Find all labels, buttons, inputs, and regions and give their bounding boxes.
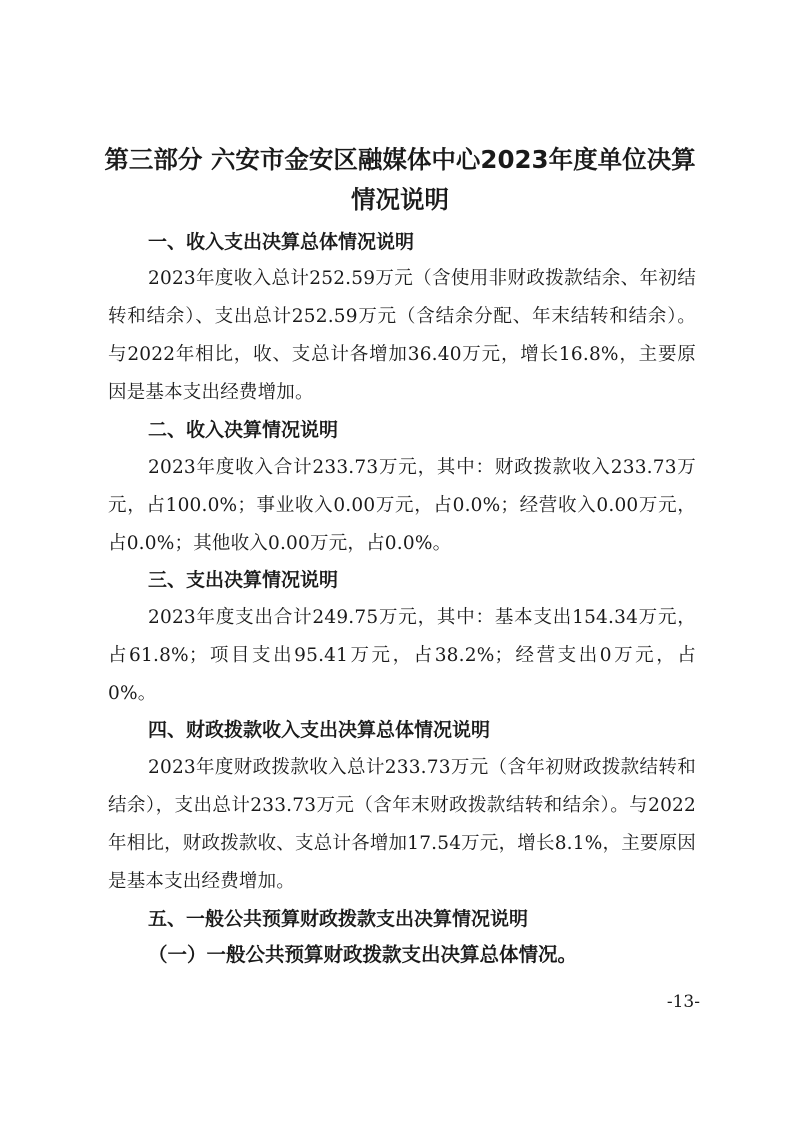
section-paragraph-2: 2023年度收入合计233.73万元，其中：财政拨款收入233.73万元，占100.0%；事业收入0.00万元，占0.0%；经营收入0.00万元，占0.0%；其他收入0.00万元，占0.0%。 — [108, 457, 696, 554]
section-paragraph-1: 2023年度收入总计252.59万元（含使用非财政拨款结余、年初结转和结余）、支出总计252.59万元（含结余分配、年末结转和结余）。与2022年相比，收、支总计各增加36.40万元，增长16.8%，主要原因是基本支出经费增加。 — [108, 268, 696, 403]
section-heading-2: 二、收入决算情况说明 — [148, 419, 339, 441]
section-heading-1: 一、收入支出决算总体情况说明 — [148, 231, 415, 253]
section-heading-5: 五、一般公共预算财政拨款支出决算情况说明 — [148, 908, 529, 930]
section-paragraph-4: 2023年度财政拨款收入总计233.73万元（含年初财政拨款结转和结余），支出总计233.73万元（含年末财政拨款结转和结余）。与2022年相比，财政拨款收、支总计各增加17.54万元，增长8.1%，主要原因是基本支出经费增加。 — [108, 757, 696, 892]
section-paragraph-3: 2023年度支出合计249.75万元，其中：基本支出154.34万元，占61.8%；项目支出95.41万元，占38.2%；经营支出0万元，占0%。 — [108, 607, 696, 704]
subsection-heading: （一）一般公共预算财政拨款支出决算总体情况。 — [148, 943, 578, 966]
page-number: -13- — [666, 992, 700, 1012]
page-title: 第三部分 六安市金安区融媒体中心2023年度单位决算情况说明 — [104, 145, 696, 214]
section-heading-3: 三、支出决算情况说明 — [148, 569, 339, 591]
section-heading-4: 四、财政拨款收入支出决算总体情况说明 — [148, 719, 491, 741]
